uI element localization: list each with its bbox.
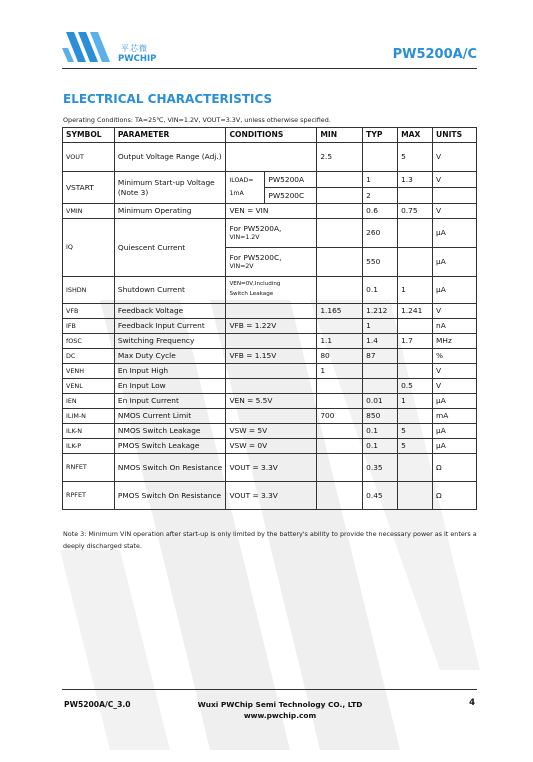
table-row <box>63 143 477 172</box>
typ-cell: 0.1 <box>363 277 398 304</box>
typ-cell: 0.01 <box>363 394 398 409</box>
max-cell <box>398 188 433 204</box>
conditions-cell: VSW = 0V <box>226 439 317 454</box>
max-cell: 1 <box>398 277 433 304</box>
header-cell: PARAMETER <box>114 128 226 143</box>
device-cell: PW5200C <box>265 188 317 204</box>
min-cell: 700 <box>317 409 363 424</box>
footer-company: Wuxi PWChip Semi Technology CO., LTD <box>197 700 363 709</box>
typ-cell: 0.6 <box>363 204 398 219</box>
max-cell <box>398 364 433 379</box>
header-divider <box>62 68 477 69</box>
pwchip-logo-icon <box>62 26 118 66</box>
symbol-cell: RNFET <box>63 454 115 482</box>
max-cell: 5 <box>398 439 433 454</box>
conditions-cell <box>226 248 317 277</box>
conditions-cell <box>226 172 265 204</box>
parameter-cell: Feedback Voltage <box>114 304 226 319</box>
document-id: PW5200A/C <box>392 47 477 62</box>
unit-cell: μA <box>433 248 477 277</box>
footer-divider <box>62 689 477 690</box>
typ-cell: 1.4 <box>363 334 398 349</box>
table-row <box>63 394 477 409</box>
electrical-characteristics-table <box>62 127 477 510</box>
unit-cell: Ω <box>433 454 477 482</box>
table-row <box>63 334 477 349</box>
table-row <box>63 204 477 219</box>
typ-cell <box>363 143 398 172</box>
conditions-cell <box>226 409 317 424</box>
table-row <box>63 364 477 379</box>
parameter-cell: En Input High <box>114 364 226 379</box>
unit-cell: μA <box>433 277 477 304</box>
condition-text: ILOAD= <box>229 176 254 184</box>
conditions-cell: VEN = VIN <box>226 204 317 219</box>
min-cell: 1.1 <box>317 334 363 349</box>
conditions-cell: VSW = 5V <box>226 424 317 439</box>
table-row <box>63 482 477 510</box>
table-row <box>63 319 477 334</box>
unit-cell: MHz <box>433 334 477 349</box>
min-cell <box>317 219 363 248</box>
unit-cell <box>433 188 477 204</box>
conditions-cell: VOUT = 3.3V <box>226 454 317 482</box>
typ-cell: 0.1 <box>363 439 398 454</box>
unit-cell: Ω <box>433 482 477 510</box>
symbol-cell: IQ <box>63 219 115 277</box>
max-cell: 1 <box>398 394 433 409</box>
unit-cell: nA <box>433 319 477 334</box>
conditions-cell <box>226 334 317 349</box>
typ-cell: 2 <box>363 188 398 204</box>
symbol-cell: VMIN <box>63 204 115 219</box>
symbol-cell: RPFET <box>63 482 115 510</box>
conditions-cell <box>226 304 317 319</box>
symbol-cell: ILK-N <box>63 424 115 439</box>
header-cell: SYMBOL <box>63 128 115 143</box>
min-cell <box>317 454 363 482</box>
max-cell <box>398 219 433 248</box>
parameter-cell: Shutdown Current <box>114 277 226 304</box>
symbol-cell: VENL <box>63 379 115 394</box>
max-cell: 5 <box>398 143 433 172</box>
symbol-cell: ILIM-N <box>63 409 115 424</box>
parameter-cell: Switching Frequency <box>114 334 226 349</box>
simple-rows <box>63 304 477 454</box>
max-cell <box>398 248 433 277</box>
parameter-cell: Feedback Input Current <box>114 319 226 334</box>
typ-cell: 850 <box>363 409 398 424</box>
parameter-cell: PMOS Switch Leakage <box>114 439 226 454</box>
unit-cell: μA <box>433 394 477 409</box>
symbol-cell: DC <box>63 349 115 364</box>
section-title: ELECTRICAL CHARACTERISTICS <box>63 92 273 106</box>
symbol-cell: VFB <box>63 304 115 319</box>
header-cell: MIN <box>317 128 363 143</box>
parameter-cell: NMOS Switch Leakage <box>114 424 226 439</box>
table-header-row <box>63 128 477 143</box>
condition-text: For PW5200C, <box>229 252 282 262</box>
brand-en: PWCHIP <box>118 54 157 64</box>
typ-cell: 87 <box>363 349 398 364</box>
conditions-cell <box>226 379 317 394</box>
min-cell: 1.165 <box>317 304 363 319</box>
conditions-cell <box>226 364 317 379</box>
max-cell: 1.7 <box>398 334 433 349</box>
min-cell <box>317 277 363 304</box>
parameter-cell: Max Duty Cycle <box>114 349 226 364</box>
table-row <box>63 409 477 424</box>
unit-cell: μA <box>433 424 477 439</box>
typ-cell: 0.1 <box>363 424 398 439</box>
min-cell <box>317 188 363 204</box>
typ-cell: 1.212 <box>363 304 398 319</box>
min-cell: 2.5 <box>317 143 363 172</box>
conditions-cell <box>226 219 317 248</box>
unit-cell: V <box>433 172 477 188</box>
conditions-cell <box>226 143 317 172</box>
min-cell <box>317 204 363 219</box>
min-cell <box>317 439 363 454</box>
min-cell <box>317 394 363 409</box>
parameter-cell: Minimum Operating <box>114 204 226 219</box>
max-cell <box>398 409 433 424</box>
footer-url: www.pwchip.com <box>243 711 317 720</box>
typ-cell: 550 <box>363 248 398 277</box>
max-cell: 5 <box>398 424 433 439</box>
min-cell <box>317 482 363 510</box>
min-cell: 80 <box>317 349 363 364</box>
max-cell <box>398 319 433 334</box>
unit-cell: V <box>433 379 477 394</box>
unit-cell: μA <box>433 219 477 248</box>
symbol-cell: ILK-P <box>63 439 115 454</box>
parameter-cell: Minimum Start-up Voltage (Note 3) <box>114 172 226 204</box>
min-cell <box>317 248 363 277</box>
table-row <box>63 172 477 188</box>
max-cell: 0.5 <box>398 379 433 394</box>
header-cell: UNITS <box>433 128 477 143</box>
conditions-cell: VFB = 1.22V <box>226 319 317 334</box>
condition-text: 1mA <box>229 190 244 197</box>
unit-cell: V <box>433 204 477 219</box>
typ-cell: 0.35 <box>363 454 398 482</box>
table-row <box>63 219 477 248</box>
min-cell <box>317 379 363 394</box>
min-cell <box>317 172 363 188</box>
parameter-cell: NMOS Switch On Resistance <box>114 454 226 482</box>
max-cell: 1.241 <box>398 304 433 319</box>
max-cell: 0.75 <box>398 204 433 219</box>
condition-text: VIN=1.2V <box>229 233 260 241</box>
symbol-cell: VOUT <box>63 143 115 172</box>
table-row <box>63 424 477 439</box>
parameter-cell: NMOS Current Limit <box>114 409 226 424</box>
parameter-cell: Quiescent Current <box>114 219 226 277</box>
unit-cell: V <box>433 304 477 319</box>
unit-cell: mA <box>433 409 477 424</box>
conditions-cell <box>226 277 317 304</box>
table-row <box>63 304 477 319</box>
unit-cell: V <box>433 143 477 172</box>
max-cell <box>398 349 433 364</box>
parameter-cell: En Input Low <box>114 379 226 394</box>
table-row <box>63 277 477 304</box>
typ-cell <box>363 364 398 379</box>
unit-cell: μA <box>433 439 477 454</box>
device-cell: PW5200A <box>265 172 317 188</box>
min-cell <box>317 319 363 334</box>
table-row <box>63 349 477 364</box>
parameter-cell: Output Voltage Range (Adj.) <box>114 143 226 172</box>
symbol-cell: VENH <box>63 364 115 379</box>
header-cell: CONDITIONS <box>226 128 317 143</box>
operating-conditions: Operating Conditions: TA=25℃, VIN=1.2V, VOUT=3.3V, unless otherwise specified. <box>63 116 331 124</box>
brand-cn: 平芯微 <box>121 44 148 53</box>
max-cell <box>398 454 433 482</box>
unit-cell: V <box>433 364 477 379</box>
conditions-cell: VFB = 1.15V <box>226 349 317 364</box>
note-3: Note 3: Minimum VIN operation after start-up is only limited by the battery's ability to provide the necessary power as it enters a deeply discharged state. <box>63 530 477 551</box>
table-row <box>63 379 477 394</box>
parameter-cell: PMOS Switch On Resistance <box>114 482 226 510</box>
header-cell: TYP <box>363 128 398 143</box>
max-cell: 1.3 <box>398 172 433 188</box>
condition-text: VEN=0V,Including <box>229 281 281 288</box>
typ-cell: 1 <box>363 319 398 334</box>
typ-cell: 1 <box>363 172 398 188</box>
symbol-cell: IEN <box>63 394 115 409</box>
symbol-cell: ISHDN <box>63 277 115 304</box>
parameter-cell: En Input Current <box>114 394 226 409</box>
condition-text: Switch Leakage <box>229 291 274 297</box>
typ-cell: 260 <box>363 219 398 248</box>
symbol-cell: VSTART <box>63 172 115 204</box>
typ-cell <box>363 379 398 394</box>
symbol-cell: IFB <box>63 319 115 334</box>
condition-text: VIN=2V <box>229 262 254 270</box>
page-number: 4 <box>469 698 475 708</box>
header-cell: MAX <box>398 128 433 143</box>
conditions-cell: VOUT = 3.3V <box>226 482 317 510</box>
conditions-cell: VEN = 5.5V <box>226 394 317 409</box>
min-cell: 1 <box>317 364 363 379</box>
symbol-cell: fOSC <box>63 334 115 349</box>
footer-doc-revision: PW5200A/C_3.0 <box>64 700 131 709</box>
min-cell <box>317 424 363 439</box>
table-row <box>63 454 477 482</box>
condition-text: For PW5200A, <box>229 223 282 233</box>
max-cell <box>398 482 433 510</box>
typ-cell: 0.45 <box>363 482 398 510</box>
table-row <box>63 439 477 454</box>
unit-cell: % <box>433 349 477 364</box>
